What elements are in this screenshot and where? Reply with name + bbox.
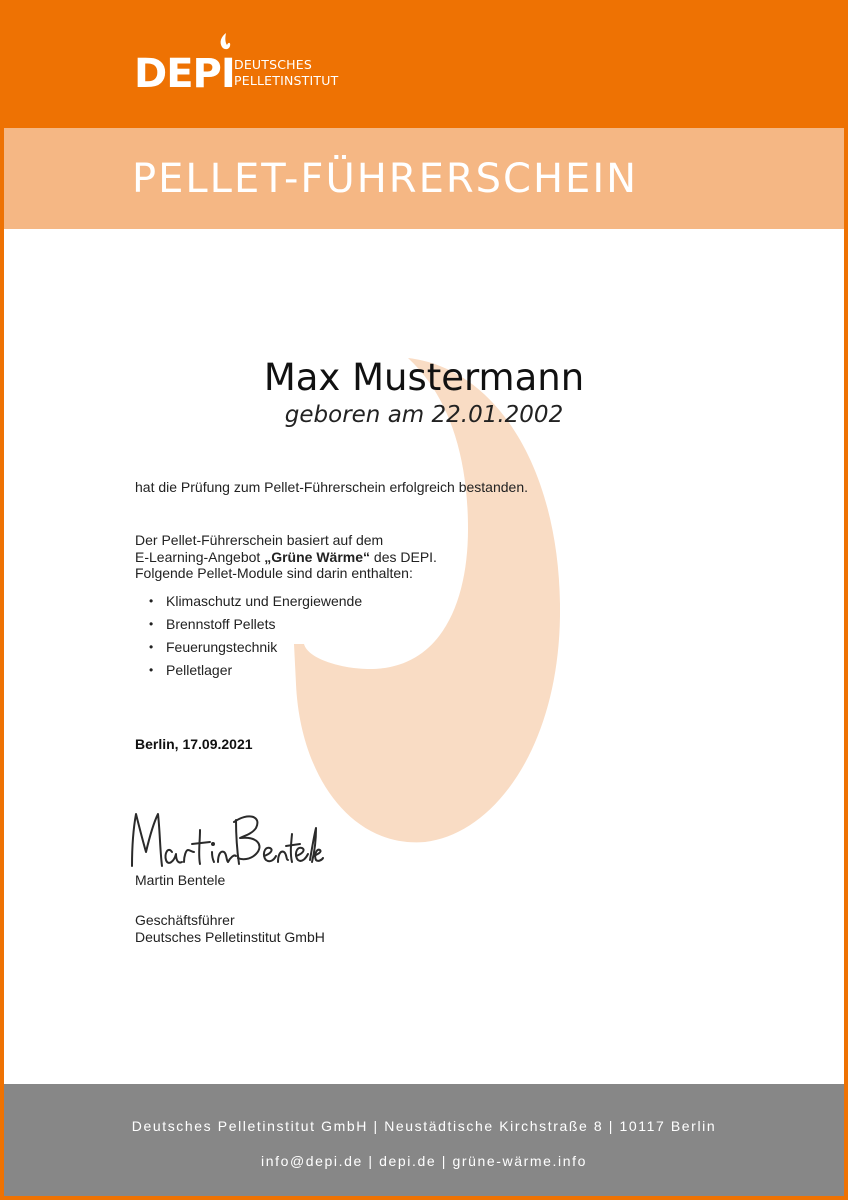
signer-role: [135, 912, 325, 945]
certificate-title: PELLET-FÜHRERSCHEIN: [132, 156, 639, 202]
handwritten-signature: [124, 800, 324, 872]
footer-bar: [4, 1084, 844, 1196]
program-intro: [135, 532, 437, 582]
intro-line-1: Der Pellet-Führerschein basiert auf dem: [135, 532, 384, 548]
module-list: [135, 590, 362, 682]
logo-subtitle-line1: DEUTSCHES: [234, 57, 313, 72]
depi-logo: [134, 32, 354, 102]
module-item: • Feuerungstechnik: [135, 636, 362, 659]
intro-line-2-pre: E-Learning-Angebot: [135, 548, 265, 565]
passed-statement: hat die Prüfung zum Pellet-Führerschein erfolgreich bestanden.: [135, 479, 528, 495]
module-item: • Brennstoff Pellets: [135, 613, 362, 636]
logo-subtitle-line2: PELLETINSTITUT: [234, 73, 339, 88]
title-band: [4, 128, 844, 229]
signer-role-line-2: Deutsches Pelletinstitut GmbH: [135, 928, 325, 945]
recipient-name: Max Mustermann: [263, 356, 585, 399]
intro-line-3: Folgende Pellet-Module sind darin enthalten:: [135, 565, 413, 581]
place-date: Berlin, 17.09.2021: [135, 736, 253, 752]
signer-role-line-1: Geschäftsführer: [135, 912, 235, 928]
program-name: „Grüne Wärme“: [264, 548, 371, 565]
footer-contact: info@depi.de | depi.de | grüne-wärme.info: [260, 1153, 587, 1169]
intro-line-2-post: des DEPI.: [370, 548, 437, 565]
intro-line-2: [135, 549, 437, 566]
footer-address: Deutsches Pelletinstitut GmbH | Neustädtische Kirchstraße 8 | 10117 Berlin: [131, 1118, 717, 1134]
logo-wordmark: DEPI: [134, 51, 235, 97]
header-bar: [4, 4, 844, 128]
logo-subtitle: [234, 57, 338, 89]
module-item: • Klimaschutz und Energiewende: [135, 590, 362, 613]
module-item: • Pelletlager: [135, 659, 362, 682]
signer-name: Martin Bentele: [135, 872, 226, 888]
birth-date-line: geboren am 22.01.2002: [284, 402, 564, 428]
